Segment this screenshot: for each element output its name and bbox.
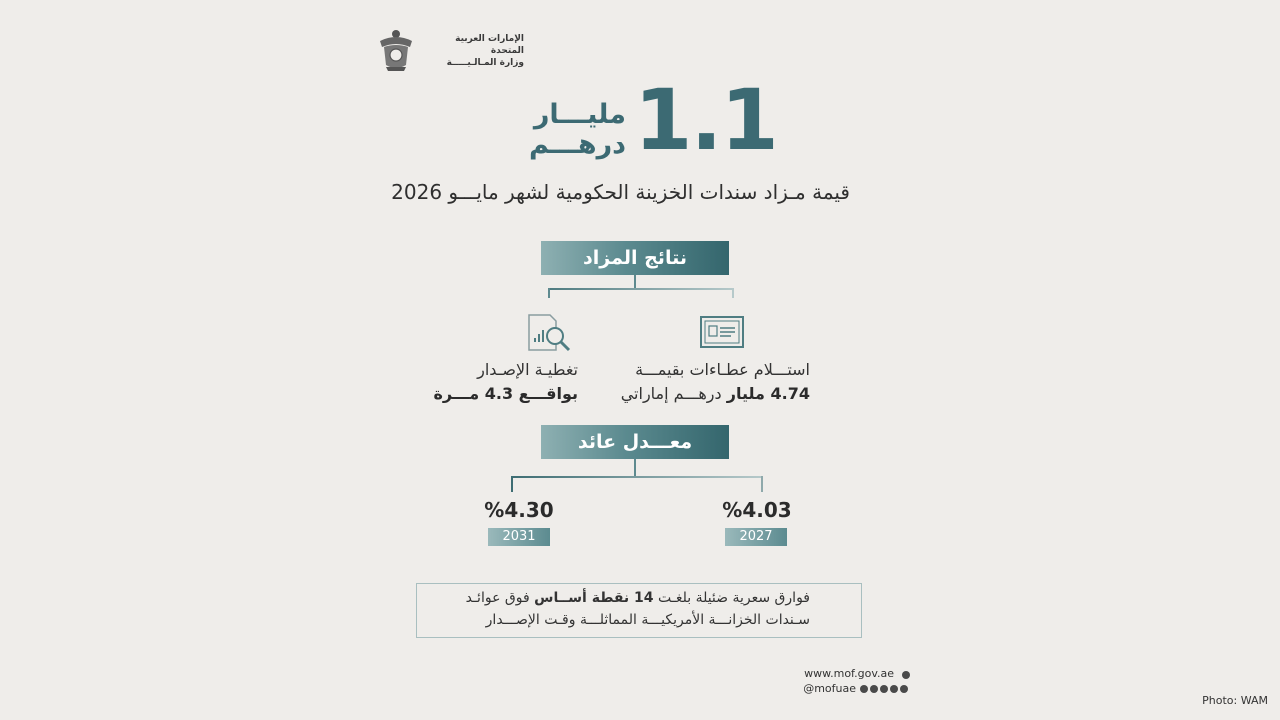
yield-connector-stem [634, 459, 636, 477]
note-line-2: سـندات الخزانـــة الأمريكيـــة المماثلـــة وقـت الإصـــدار [485, 612, 810, 628]
yield-2031-value: %4.30 [484, 498, 554, 522]
note-line1-end: فوق عوائـد [465, 590, 530, 606]
bids-currency: درهـــم إماراتي [620, 384, 722, 403]
yield-connector-right [761, 476, 763, 492]
certificate-icon [700, 316, 744, 348]
linkedin-icon [890, 685, 898, 693]
bids-amount-value: 4.74 مليار [726, 384, 810, 403]
note-line-1 [426, 590, 810, 606]
results-connector-right [732, 288, 734, 298]
results-connector-bar [548, 288, 734, 290]
youtube-icon [880, 685, 888, 693]
headline-unit-billion: مليـــار [533, 99, 626, 130]
coverage-value: بواقـــع 4.3 مـــرة [433, 384, 578, 403]
headline-unit-dirham: درهـــم [529, 129, 626, 160]
bids-received-label: استـــلام عطـاءات بقيمـــة [635, 360, 810, 379]
document-magnifier-icon [526, 312, 572, 354]
instagram-icon [860, 685, 868, 693]
headline-amount: 1.1 [634, 71, 777, 169]
year-2027-tag: 2027 [725, 528, 787, 546]
footer-website: www.mof.gov.ae [804, 667, 894, 680]
coverage-label: تغطيـة الإصـدار [477, 360, 578, 379]
logo-ministry: وزارة المـالـيـــــة [446, 58, 524, 68]
photo-credit: Photo: WAM [1202, 694, 1268, 707]
logo-country: الإمارات العربية المتحدة [455, 34, 524, 56]
uae-emblem-icon [376, 25, 416, 73]
footer-handle: @mofuae [803, 682, 856, 695]
bids-received-amount [600, 384, 810, 403]
results-banner: نتائج المزاد [541, 241, 729, 275]
yield-connector-bar [511, 476, 763, 478]
ministry-logo-text [420, 33, 524, 69]
yield-2027-value: %4.03 [722, 498, 792, 522]
x-icon [870, 685, 878, 693]
note-line1-start: فوارق سعرية ضئيلة بلغـت [657, 590, 810, 606]
results-connector-left [548, 288, 550, 298]
yield-banner: معـــدل عائد [541, 425, 729, 459]
year-2031-tag: 2031 [488, 528, 550, 546]
globe-icon [902, 671, 910, 679]
note-basis-points: 14 نقطة أســاس [534, 590, 654, 606]
yield-connector-left [511, 476, 513, 492]
headline-subtitle: قيمة مـزاد سندات الخزينة الحكومية لشهر مايـــو 2026 [391, 180, 850, 204]
facebook-icon [900, 685, 908, 693]
results-connector-stem [634, 275, 636, 289]
